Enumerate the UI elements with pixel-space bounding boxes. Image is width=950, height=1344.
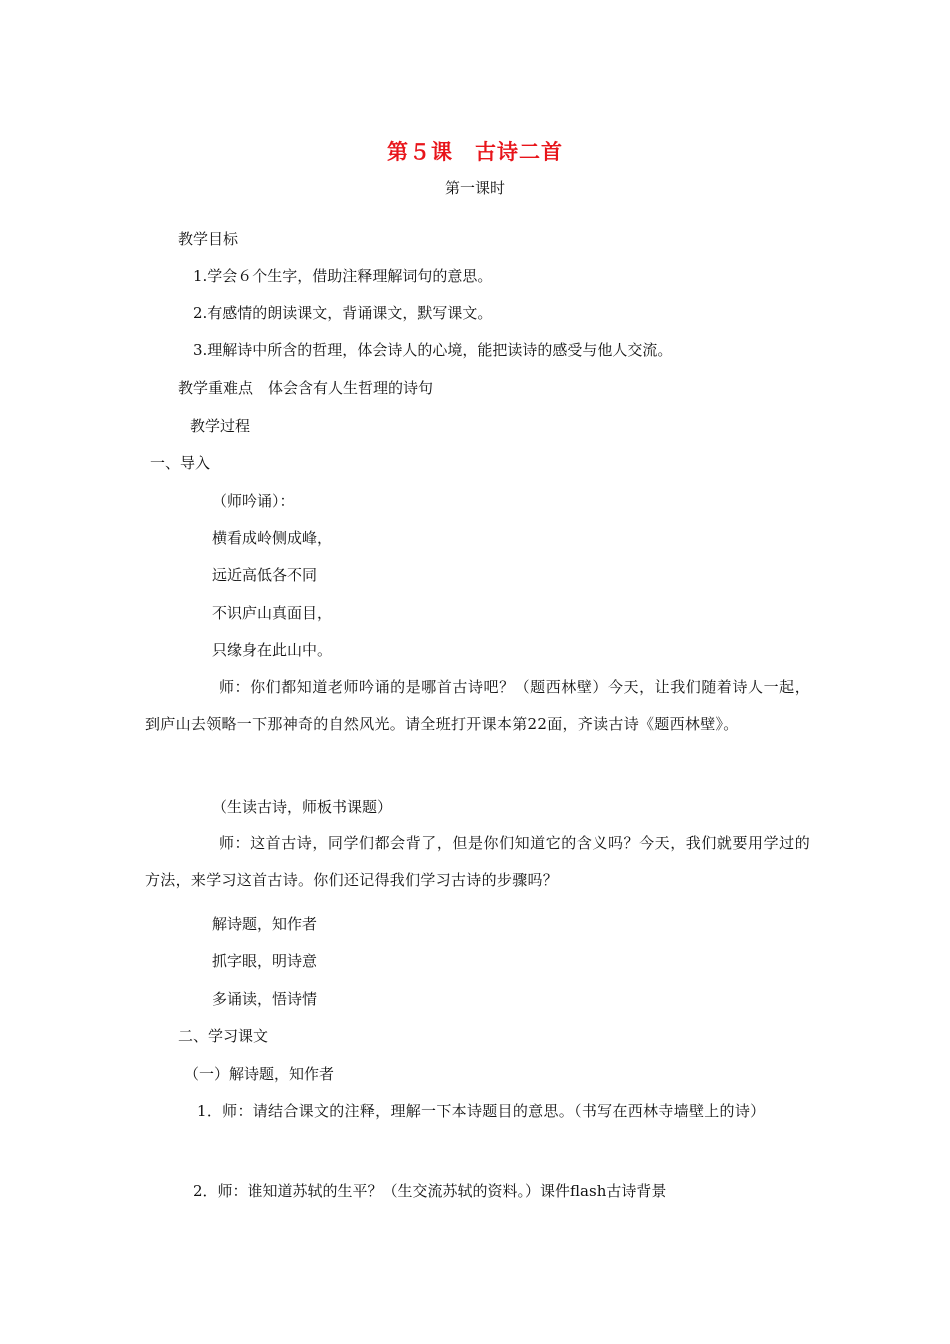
list-item: 2．师：谁知道苏轼的生平？（生交流苏轼的资料。）课件flash古诗背景: [193, 1182, 667, 1200]
teacher-paragraph: 师：你们都知道老师吟诵的是哪首古诗吧？（题西林壁）今天，让我们随着诗人一起，到庐山去领略一下那神奇的自然风光。请全班打开课本第22面，齐读古诗《题西林壁》。: [145, 678, 810, 733]
step-item: 抓字眼，明诗意: [212, 952, 318, 970]
recite-note: （师吟诵）：: [212, 492, 295, 510]
step-item: 多诵读，悟诗情: [212, 990, 318, 1008]
list-item: 1．师：请结合课文的注释，理解一下本诗题目的意思。（书写在西林寺墙壁上的诗）: [197, 1102, 766, 1120]
step-item: 解诗题，知作者: [212, 915, 318, 933]
poem-line: 只缘身在此山中。: [212, 641, 333, 659]
key-points: 教学重难点 体会含有人生哲理的诗句: [178, 379, 434, 397]
poem-line: 不识庐山真面目，: [212, 604, 333, 622]
objective-item: 3.理解诗中所含的哲理，体会诗人的心境，能把读诗的感受与他人交流。: [193, 341, 673, 359]
poem-line: 横看成岭侧成峰，: [212, 529, 333, 547]
section-heading: 二、学习课文: [178, 1027, 269, 1045]
process-heading: 教学过程: [190, 417, 251, 435]
objective-item: 2.有感情的朗读课文，背诵课文，默写课文。: [193, 304, 493, 322]
objective-item: 1.学会６个生字，借助注释理解词句的意思。: [193, 267, 493, 285]
objectives-heading: 教学目标: [178, 230, 239, 248]
poem-line: 远近高低各不同: [212, 566, 318, 584]
lesson-subtitle: 第一课时: [444, 179, 505, 197]
stage-note: （生读古诗，师板书课题）: [212, 798, 393, 816]
section-heading: 一、导入: [150, 454, 211, 472]
lesson-title: 第５课 古诗二首: [387, 140, 563, 164]
teacher-paragraph: 师：这首古诗，同学们都会背了，但是你们知道它的含义吗？今天，我们就要用学过的方法，来学习这首古诗。你们还记得我们学习古诗的步骤吗？: [145, 834, 810, 889]
subsection-heading: （一）解诗题，知作者: [184, 1065, 335, 1083]
